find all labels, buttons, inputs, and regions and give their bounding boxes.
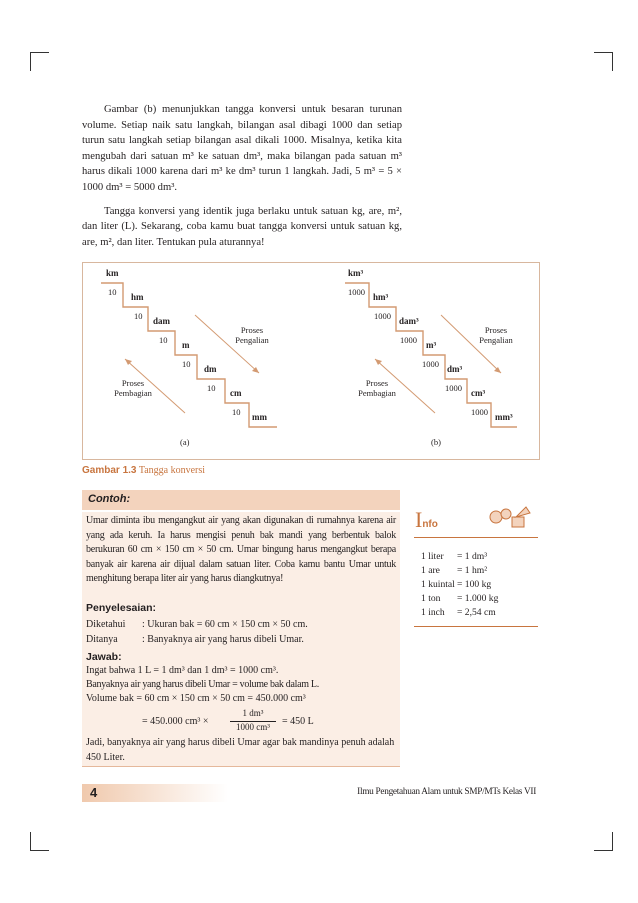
intro-text xyxy=(82,102,402,250)
info-decoration-icon xyxy=(486,505,532,531)
crop-mark-top-left xyxy=(30,52,49,71)
ladder-a-factor: 10 xyxy=(182,359,191,369)
ladder-a-unit: km xyxy=(106,268,119,278)
intro-paragraph-1: Gambar (b) menunjukkan tangga konversi untuk besaran turunan volume. Setiap naik satu langkah, bilangan asal dibagi 1000 dan setiap turun satu langkah setiap bilangan asal dikali 1000. Misalnya, ketika kita mengubah dari satuan m³ ke satuan dm³, maka bilangan pada satuan m³ harus dikali 1000 karena dari m³ ke dm³ turun 1 langkah. Jadi, 5 m³ = 5 × 1000 dm³ = 5000 dm³. xyxy=(82,104,402,193)
known-label: Diketahui xyxy=(86,619,126,630)
info-row-right: = 100 kg xyxy=(457,579,492,590)
info-bottom-rule xyxy=(414,626,538,627)
ladder-a-factor: 10 xyxy=(159,335,168,345)
example-heading: Contoh: xyxy=(88,493,131,505)
asked-row xyxy=(86,633,396,648)
calc-numerator: 1 dm³ xyxy=(242,708,264,718)
info-row-right: = 1.000 kg xyxy=(457,593,499,604)
ladder-a-divide-label: Proses Pembagian xyxy=(114,378,152,398)
ladder-b-factor: 1000 xyxy=(400,335,417,345)
info-row xyxy=(421,593,498,604)
ladder-b-unit: km³ xyxy=(348,268,364,278)
figure-caption xyxy=(82,465,205,476)
info-title-rest: nfo xyxy=(422,519,438,530)
ladder-b-unit: dm³ xyxy=(447,364,463,374)
known-value: : Ukuran bak = 60 cm × 150 cm × 50 cm. xyxy=(142,619,308,630)
info-row-left: 1 liter xyxy=(421,551,444,562)
answer-line: Volume bak = 60 cm × 150 cm × 50 cm = 450.000 cm³ xyxy=(86,693,306,704)
example-problem: Umar diminta ibu mengangkut air yang akan digunakan di rumahnya karena air yang ada keruh. Ia harus mengisi penuh bak mandi yang berbentuk balok berukuran 60 cm × 150 cm × 50 cm. Umar bingung harus mengangkut berapa banyak air karena air dijual dalam satuan liter. Coba kamu bantu Umar untuk menghitung berapa liter air yang harus diangkutnya! xyxy=(86,515,396,585)
ladder-a-unit: m xyxy=(182,340,190,350)
ladder-b-factor: 1000 xyxy=(422,359,439,369)
ladder-b-unit: dam³ xyxy=(399,316,419,326)
ladder-a-unit: dm xyxy=(204,364,217,374)
info-row-left: 1 kuintal xyxy=(421,579,455,590)
ladder-b-factor: 1000 xyxy=(471,407,488,417)
crop-mark-top-right xyxy=(594,52,613,71)
asked-label: Ditanya xyxy=(86,634,118,645)
ladder-a-factor: 10 xyxy=(207,383,216,393)
ladder-a-unit: mm xyxy=(252,412,267,422)
asked-value: : Banyaknya air yang harus dibeli Umar. xyxy=(142,634,304,645)
footer-page-number-bar xyxy=(82,784,228,802)
ladder-b-unit: mm³ xyxy=(495,412,513,422)
ladder-b-divide-label: Proses Pembagian xyxy=(358,378,396,398)
answer-heading: Jawab: xyxy=(86,651,122,663)
footer-book-title: Ilmu Pengetahuan Alam untuk SMP/MTs Kelas VII xyxy=(357,787,536,797)
solution-heading: Penyelesaian: xyxy=(86,602,157,614)
known-row xyxy=(86,618,396,633)
info-title-initial: I xyxy=(415,507,423,532)
ladder-b-factor: 1000 xyxy=(445,383,462,393)
ladder-a-unit: hm xyxy=(131,292,144,302)
ladder-a-tag: (a) xyxy=(180,437,190,447)
calc-right: = 450 L xyxy=(282,716,314,727)
ladder-b-unit: cm³ xyxy=(471,388,486,398)
conversion-ladder-figure xyxy=(82,262,540,460)
crop-mark-bottom-right xyxy=(594,832,613,851)
calc-denominator: 1000 cm³ xyxy=(236,722,270,732)
ladder-a-factor: 10 xyxy=(232,407,241,417)
conclusion: Jadi, banyaknya air yang harus dibeli Umar agar bak mandinya penuh adalah 450 Liter. xyxy=(86,737,395,763)
answer-line: Ingat bahwa 1 L = 1 dm³ dan 1 dm³ = 1000 cm³. xyxy=(86,665,279,676)
info-row xyxy=(421,579,491,590)
ladder-a-factor: 10 xyxy=(108,287,117,297)
ladder-b-tag: (b) xyxy=(431,437,441,447)
ladder-lines xyxy=(83,263,539,459)
ladder-a-unit: dam xyxy=(153,316,171,326)
info-row-left: 1 inch xyxy=(421,607,445,618)
ladder-a-steps xyxy=(101,283,277,427)
info-row-left: 1 are xyxy=(421,565,440,576)
ladder-b-factor: 1000 xyxy=(348,287,365,297)
ladder-b-unit: m³ xyxy=(426,340,437,350)
info-row xyxy=(421,551,487,562)
page-number: 4 xyxy=(90,785,98,800)
info-row xyxy=(421,607,496,618)
ladder-a-unit: cm xyxy=(230,388,242,398)
ladder-a-factor: 10 xyxy=(134,311,143,321)
crop-mark-bottom-left xyxy=(30,832,49,851)
caption-number: Gambar 1.3 xyxy=(82,465,137,476)
calc-row xyxy=(142,708,382,736)
intro-paragraph-2: Tangga konversi yang identik juga berlaku untuk satuan kg, are, m², dan liter (L). Sekarang, coba kamu buat tangga konversi untuk satuan kg, are, m², dan liter. Tentukan pula aturannya! xyxy=(82,205,402,248)
answer-line: Banyaknya air yang harus dibeli Umar = volume bak dalam L. xyxy=(86,679,319,690)
info-row xyxy=(421,565,487,576)
info-title xyxy=(415,507,438,533)
example-heading-bar xyxy=(82,490,400,510)
info-row-right: = 2,54 cm xyxy=(457,607,496,618)
calc-left: = 450.000 cm³ × xyxy=(142,716,209,727)
ladder-a-multiply-label: Proses Pengalian xyxy=(235,325,269,345)
ladder-b-steps xyxy=(345,283,517,427)
info-row-right: = 1 dm³ xyxy=(457,551,488,562)
info-row-right: = 1 hm² xyxy=(457,565,488,576)
ladder-b-factor: 1000 xyxy=(374,311,391,321)
caption-text: Tangga konversi xyxy=(138,465,206,476)
ladder-b-multiply-label: Proses Pengalian xyxy=(479,325,513,345)
info-row-left: 1 ton xyxy=(421,593,441,604)
ladder-b-unit: hm³ xyxy=(373,292,389,302)
info-title-underline xyxy=(414,537,538,538)
